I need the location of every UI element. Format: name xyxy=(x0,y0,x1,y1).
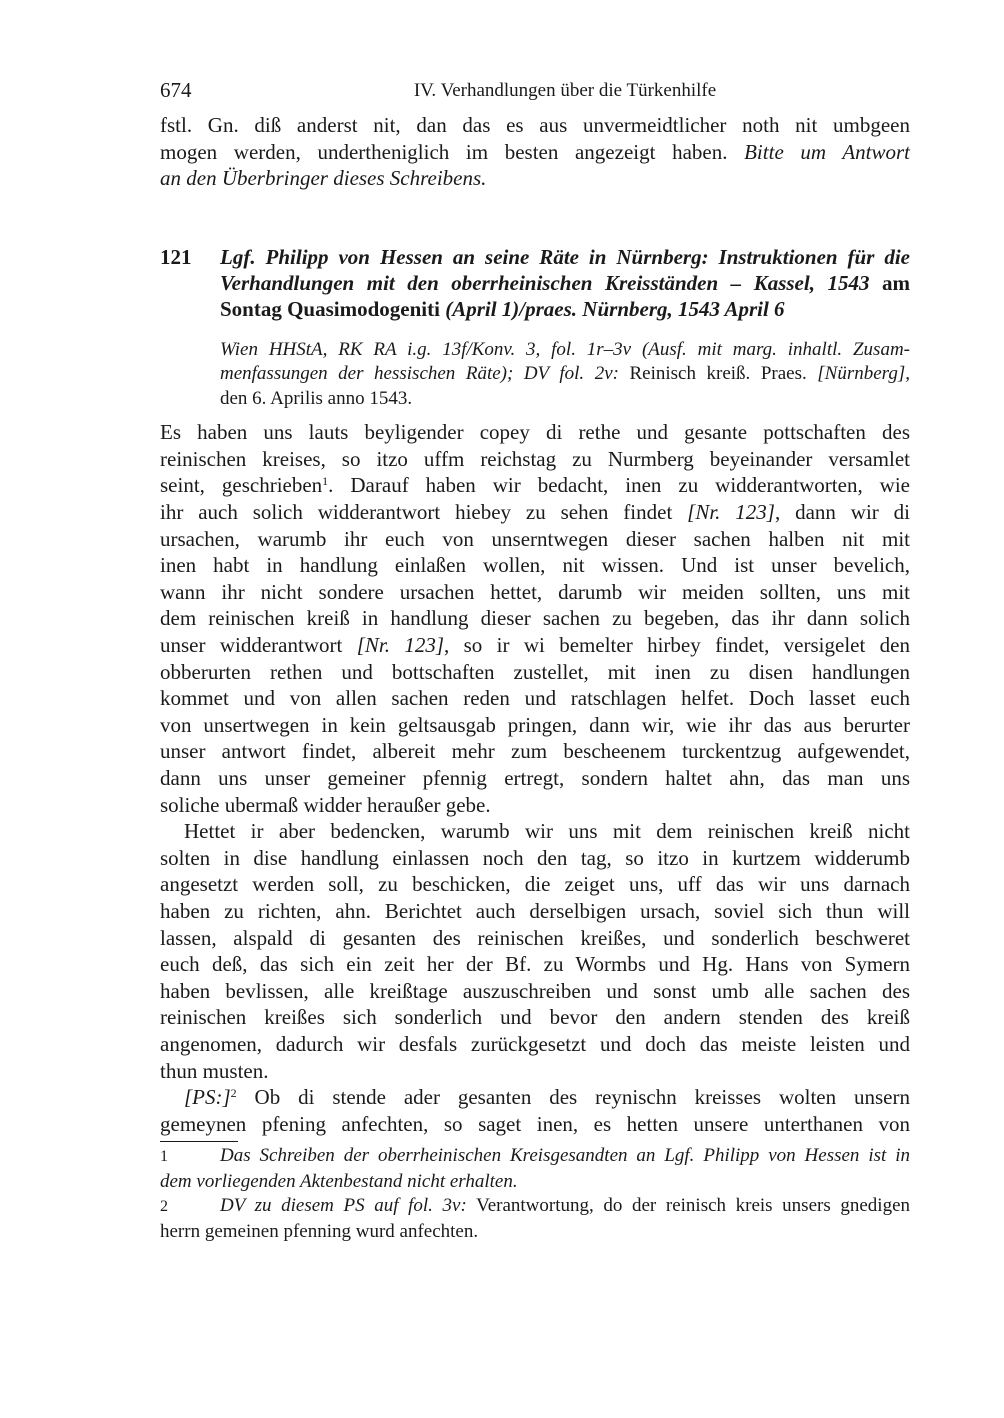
text-line: Es haben uns lauts beyligender copey di rethe und gesante pottschaften des xyxy=(160,420,910,445)
footnote-text: dem vorliegenden Aktenbestand nicht erhalten. xyxy=(160,1170,518,1192)
source-run: Reinisch kreiß. Praes. xyxy=(618,363,818,385)
title-line: Lgf. Philipp von Hessen an seine Räte in Nürnberg: Instruktionen für die xyxy=(220,244,910,269)
text-line: kommet und von allen sachen reden und ratschlagen helfet. Doch lasset euch xyxy=(160,686,910,711)
source-run: [Nürnberg], xyxy=(817,363,910,385)
text-line: gemeynen pfening anfechten, so saget inen, es hetten unsere unterthanen von xyxy=(160,1111,910,1136)
source-line: Wien HHStA, RK RA i.g. 13f/Konv. 3, fol. 1r–3v (Ausf. mit marg. inhaltl. Zusam- xyxy=(220,338,910,360)
text-line: haben zu richten, ahn. Berichtet auch derselbigen ursach, soviel sich thun will xyxy=(160,898,910,923)
title-line xyxy=(220,270,910,296)
text-line: lassen, alspald di gesanten des reinischen kreißes, und sonderlich beschweret xyxy=(160,925,910,950)
footnote-text: DV zu diesem PS auf fol. 3v: xyxy=(220,1195,467,1217)
document-title xyxy=(220,244,910,322)
text-line: fstl. Gn. diß anderst nit, dan das es aus unvermeidtlicher noth nit umbgeen xyxy=(160,113,910,137)
source-run: menfassungen der hessischen Räte); DV fol. 2v: xyxy=(220,363,619,385)
cross-reference: [Nr. 123] xyxy=(687,500,775,525)
text-run: , dann wir di xyxy=(774,500,910,525)
page xyxy=(160,78,910,1244)
text-run: ihr auch solich widderantwort hiebey zu sehen findet xyxy=(160,500,688,525)
editorial-note: Bitte um Antwort xyxy=(744,139,910,164)
text-line: solten in dise handlung einlassen noch den tag, so itzo in kurtzem widderumb xyxy=(160,845,910,870)
footnote-number: 1 xyxy=(160,1148,168,1166)
text-line xyxy=(160,632,910,659)
text-run: . Darauf haben wir bedacht, inen zu widderantworten, wie xyxy=(328,473,910,498)
footnote-divider xyxy=(160,1141,238,1142)
text-line xyxy=(160,499,910,526)
page-number: 674 xyxy=(160,78,192,102)
text-line: Hettet ir aber bedencken, warumb wir uns mit dem reinischen kreiß nicht xyxy=(184,819,910,844)
footnotes xyxy=(160,1144,910,1244)
title-line xyxy=(220,296,910,322)
source-line xyxy=(220,362,910,387)
text-line: reinischen kreißes sich sonderlich und bevor den andern stenden des kreiß xyxy=(160,1005,910,1030)
text-line: dem reinischen kreiß in handlung dieser sachen zu begeben, das ihr dann solich xyxy=(160,606,910,631)
text-line: inen habt in handlung einlaßen wollen, nit wissen. Und ist unser bevelich, xyxy=(160,553,910,578)
title-run: am xyxy=(869,270,910,295)
text-line: haben bevlissen, alle kreißtage auszuschreiben und sonst umb alle sachen des xyxy=(160,978,910,1003)
text-run: Ob di stende ader gesanten des reynischn kreisses wolten unsern xyxy=(236,1085,910,1110)
text-line: von unsertwegen in kein geltsausgab pringen, dann wir, wie ihr das aus berurter xyxy=(160,712,910,737)
editorial-note: an den Überbringer dieses Schreibens. xyxy=(160,166,487,191)
text-line: wann ihr nicht sondere ursachen hettet, darumb wir meiden sollten, uns mit xyxy=(160,579,910,604)
text-line: unser antwort findet, albereit mehr zum bescheenem turckentzug aufgewendet, xyxy=(160,739,910,764)
title-run: Verhandlungen mit den oberrheinischen Kreisständen – Kassel, 1543 xyxy=(220,270,870,295)
footnote-ref: 1 xyxy=(322,474,329,489)
footnote-1 xyxy=(160,1144,910,1170)
text-line: euch deß, das sich ein zeit her der Bf. zu Wormbs und Hg. Hans von Symern xyxy=(160,952,910,977)
postscript-label: [PS:] xyxy=(184,1085,231,1110)
text-line: angesetzt werden soll, zu beschicken, die zeiget uns, uff das wir uns darnach xyxy=(160,872,910,897)
running-title: IV. Verhandlungen über die Türkenhilfe xyxy=(413,80,717,101)
footnote-ref: 2 xyxy=(230,1086,237,1101)
document-number: 121 xyxy=(160,244,192,269)
cross-reference: [Nr. 123] xyxy=(356,633,445,658)
title-run: (April 1)/praes. Nürnberg, 1543 April 6 xyxy=(445,296,785,321)
text-line: soliche ubermaß widder heraußer gebe. xyxy=(160,792,491,817)
text-line: thun musten. xyxy=(160,1058,269,1083)
text-run: mogen werden, undertheniglich im besten angezeigt haben. xyxy=(160,139,745,164)
footnote-text: Das Schreiben der oberrheinischen Kreisgesandten an Lgf. Philipp von Hessen ist in xyxy=(220,1145,910,1167)
document-heading xyxy=(160,244,910,322)
text-run: unser widderantwort xyxy=(160,633,357,658)
text-run: , so ir wi bemelter hirbey findet, versigelet den xyxy=(444,633,911,658)
text-line: reinischen kreises, so itzo uffm reichstag zu Nurmberg beyeinander versamlet xyxy=(160,446,910,471)
page-header xyxy=(160,78,910,108)
footnote-number: 2 xyxy=(160,1198,168,1216)
source-reference xyxy=(220,338,910,412)
footnote-2 xyxy=(160,1194,910,1220)
opening-paragraph xyxy=(160,112,910,192)
footnote-text: Verantwortung, do der reinisch kreis unsers gnedigen xyxy=(466,1195,910,1217)
body-paragraph-1 xyxy=(160,419,910,818)
body-paragraph-3 xyxy=(160,1084,910,1137)
text-line xyxy=(160,1084,910,1111)
text-line: obberurten rethen und bottschaften zustellet, mit inen zu disen handlungen xyxy=(160,659,910,684)
source-line: den 6. Aprilis anno 1543. xyxy=(220,387,413,409)
footnote-text: herrn gemeinen pfenning wurd anfechten. xyxy=(160,1220,479,1242)
text-line: dann uns unser gemeiner pfennig ertregt, sondern haltet ahn, das man uns xyxy=(160,766,910,790)
text-run: seint, geschrieben xyxy=(160,473,323,498)
body-paragraph-2 xyxy=(160,818,910,1084)
text-line xyxy=(160,139,910,166)
title-run: Sontag Quasimodogeniti xyxy=(220,296,446,321)
text-line: angenomen, dadurch wir desfals zurückgesetzt und doch das meiste leisten und xyxy=(160,1031,910,1056)
text-line: ursachen, warumb ihr euch von unserntwegen dieser sachen halben nit mit xyxy=(160,526,910,551)
text-line xyxy=(160,472,910,499)
